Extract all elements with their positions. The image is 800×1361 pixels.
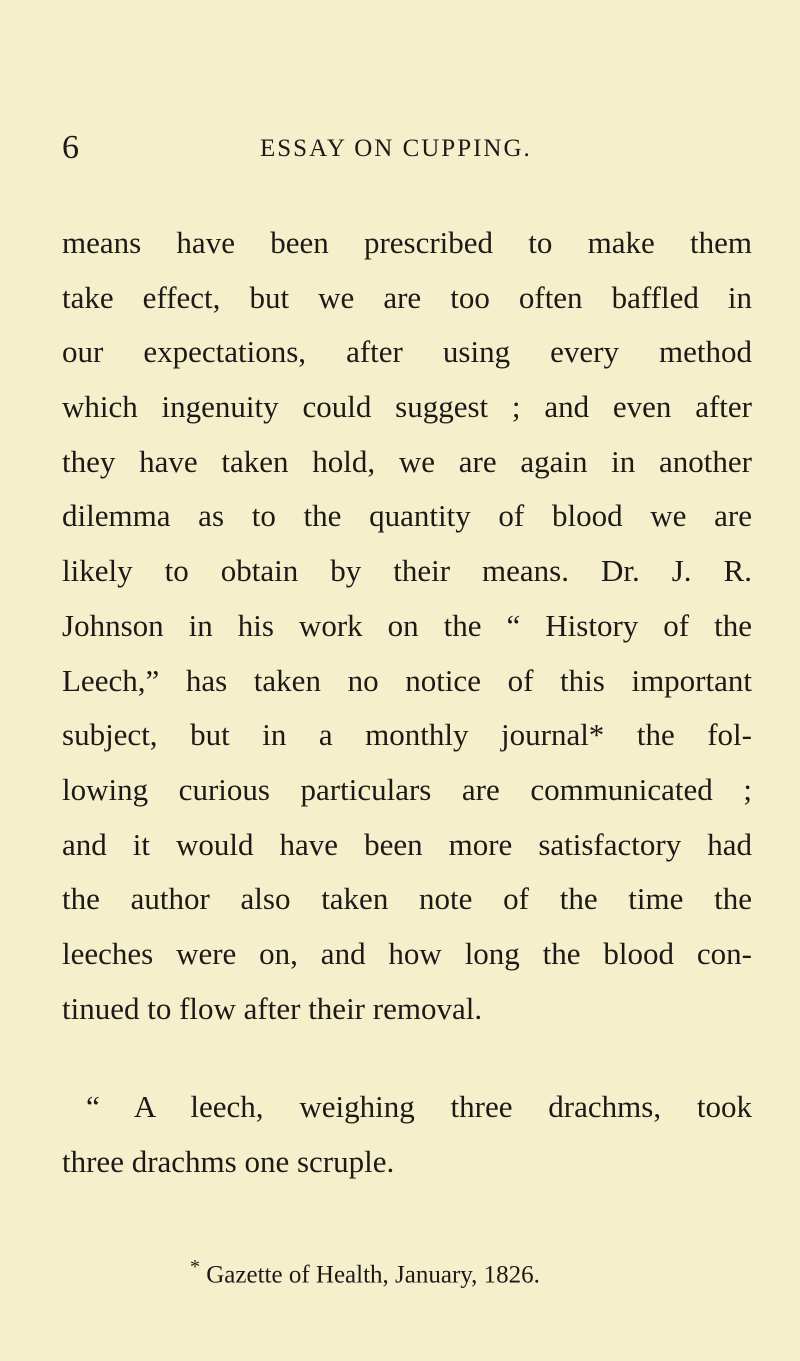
text-line: Leech,” has taken no notice of this important [62,662,752,698]
page-header [62,128,752,168]
text-line: the author also taken note of the time the [62,881,752,917]
footnote [190,1250,540,1292]
text-line: our expectations, after using every method [62,334,752,370]
text-line: subject, but in a monthly journal* the fol- [62,717,752,753]
footnote-text: Gazette of Health, January, 1826. [206,1261,540,1289]
body-paragraph [62,216,752,1036]
running-head: ESSAY ON CUPPING. [260,135,532,162]
text-line: take effect, but we are too often baffled in [62,279,752,315]
text-line: they have taken hold, we are again in another [62,443,752,479]
text-line: leeches were on, and how long the blood con- [62,935,752,971]
text-line: and it would have been more satisfactory had [62,826,752,862]
footnote-mark: * [190,1256,200,1278]
quoted-passage [62,1080,752,1189]
text-line: lowing curious particulars are communicated ; [62,771,752,807]
text-line: means have been prescribed to make them [62,225,752,260]
quote-line: “ A leech, weighing three drachms, took [86,1089,752,1124]
text-line: dilemma as to the quantity of blood we are [62,498,752,534]
text-line: Johnson in his work on the “ History of the [62,607,752,643]
quote-line: three drachms one scruple. [62,1143,395,1179]
text-line: which ingenuity could suggest ; and even after [62,389,752,425]
text-line: tinued to flow after their removal. [62,990,483,1026]
text-line: likely to obtain by their means. Dr. J. R. [62,553,752,589]
page-number: 6 [62,129,79,166]
